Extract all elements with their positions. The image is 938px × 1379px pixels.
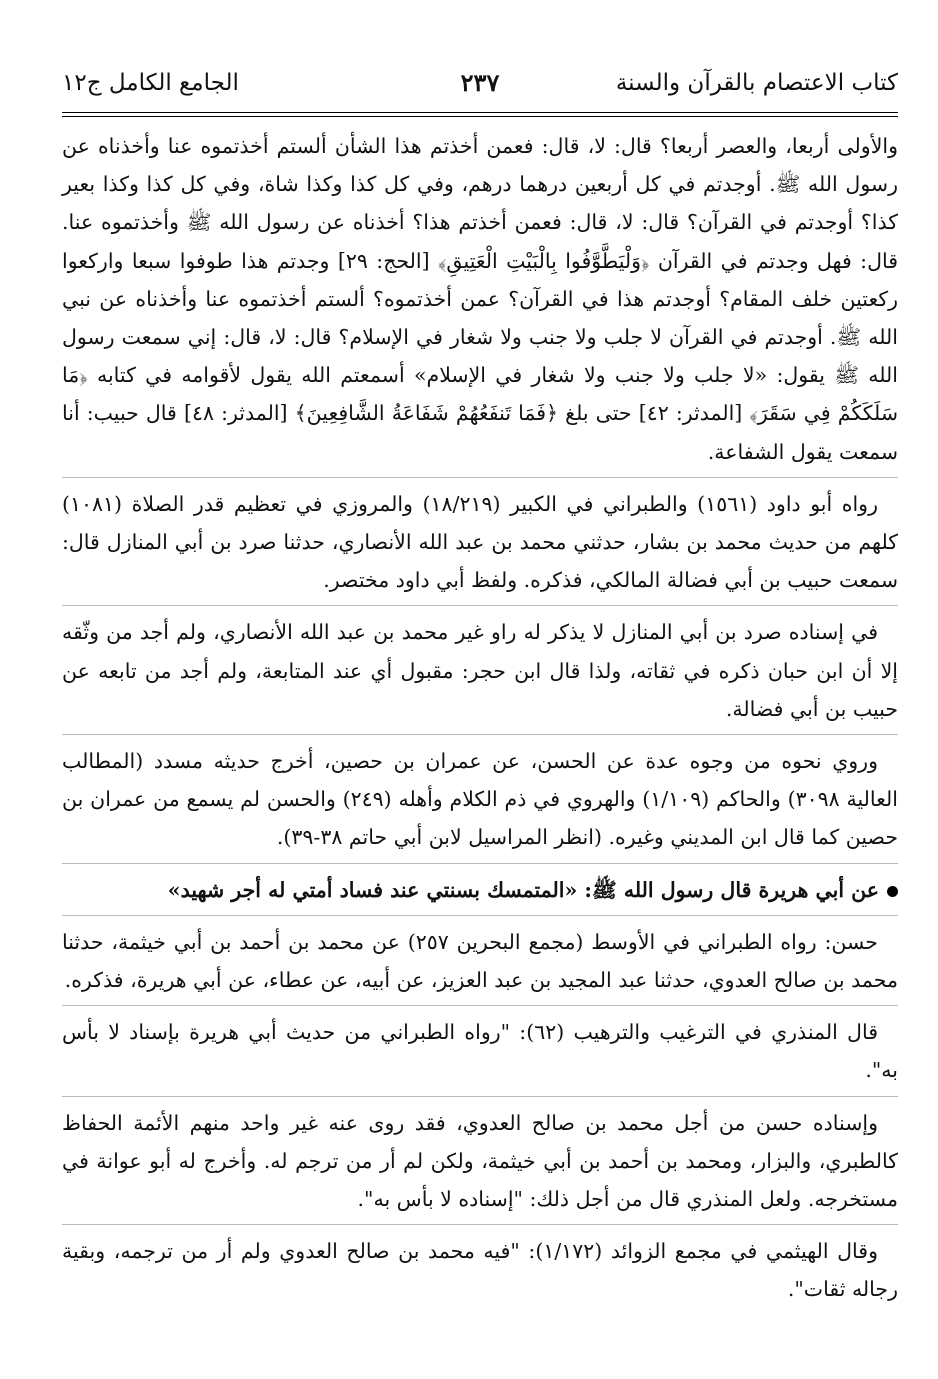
page-header	[62, 66, 898, 110]
isnad-note-paragraph: في إسناده صرد بن أبي المنازل لا يذكر له راو غير محمد بن عبد الله الأنصاري، ولم أجد من وثّقه إلا أن ابن حبان ذكره في ثقاته، ولذا قال ابن حجر: مقبول أي عند المتابعة، ولم أجد من تابعه عن حبيب بن أبي فضالة.	[62, 620, 898, 721]
book-page	[62, 66, 898, 1359]
paragraph-divider	[62, 1096, 898, 1097]
paragraph-divider	[62, 863, 898, 864]
bullet-icon	[887, 886, 898, 897]
paragraph-divider	[62, 477, 898, 478]
takhrij-paragraph: رواه أبو داود (١٥٦١) والطبراني في الكبير (١٨/٢١٩) والمروزي في تعظيم قدر الصلاة (١٠٨١) كلهم من حديث محمد بن بشار، حدثني محمد بن عبد الله الأنصاري، حدثنا صرد بن أبي المنازل قال: سمعت حبيب بن أبي فضالة المالكي، فذكره. ولفظ أبي داود مختصر.	[62, 491, 898, 593]
hadith-text: عن أبي هريرة قال رسول الله ﷺ: «المتمسك بسنتي عند فساد أمتي له أجر شهيد»	[167, 877, 879, 902]
grading-paragraph: حسن: رواه الطبراني في الأوسط (مجمع البحرين ٢٥٧) عن محمد بن أحمد بن أبي خيثمة، حدثنا محمد بن صالح العدوي، حدثنا عبد المجيد بن عبد العزيز، عن أبيه، عن عطاء، عن أبي هريرة، فذكره.	[62, 929, 898, 993]
header-rule	[62, 112, 898, 117]
paragraph-divider	[62, 915, 898, 916]
narration-paragraph: والأولى أربعا، والعصر أربعا؟ قال: لا، قال: فعمن أخذتم هذا الشأن ألستم أخذتموه عنا وأخذناه عن رسول الله ﷺ. أوجدتم في كل أربعين درهما درهم، وفي كل كذا وكذا شاة، وفي كل كذا وكذا بعير كذا؟ أوجدتم في القرآن؟ قال: لا، قال: فعمن أخذتم هذا؟ أخذناه عن رسول الله ﷺ وأخذتموه عنا. قال: فهل وجدتم في القرآن ﴿وَلْيَطَّوَّفُوا بِالْبَيْتِ الْعَتِيقِ﴾ [الحج: ٢٩] وجدتم هذا طوفوا سبعا واركعوا ركعتين خلف المقام؟ أوجدتم هذا في القرآن؟ عمن أخذتموه؟ ألستم أخذتموه عنا وأخذناه عن نبي الله ﷺ. أوجدتم في القرآن لا جلب ولا جنب ولا شغار في الإسلام؟ قال: لا، قال: إني سمعت رسول الله ﷺ يقول: «لا جلب ولا جنب ولا شغار في الإسلام» أسمعتم الله يقول لأقوامه في كتابه ﴿مَا سَلَكَكُمْ فِي سَقَرَ﴾ [المدثر: ٤٢] حتى بلغ ﴿فَمَا تَنفَعُهُمْ شَفَاعَةُ الشَّافِعِينَ﴾ [المدثر: ٤٨] قال حبيب: أنا سمعت يقول الشفاعة.	[62, 134, 899, 464]
page-body	[62, 127, 898, 1309]
paragraph-divider	[62, 605, 898, 606]
running-title-right: كتاب الاعتصام بالقرآن والسنة	[615, 70, 898, 96]
paragraph-divider	[62, 1224, 898, 1225]
mundhiri-paragraph: قال المنذري في الترغيب والترهيب (٦٢): "رواه الطبراني من حديث أبي هريرة بإسناد لا بأس به".	[62, 1020, 898, 1083]
page-number: ٢٣٧	[460, 68, 500, 97]
running-title-left: الجامع الكامل ج١٢	[62, 70, 239, 96]
paragraph-divider	[62, 734, 898, 735]
other-routes-paragraph: وروي نحوه من وجوه عدة عن الحسن، عن عمران بن حصين، أخرج حديثه مسدد (المطالب العالية ٣٠٩٨) والحاكم (١/١٠٩) والهروي في ذم الكلام وأهله (٢٤٩) والحسن لم يسمع من عمران بن حصين كما قال ابن المديني وغيره. (انظر المراسيل لابن أبي حاتم ٣٨-٣٩).	[62, 749, 898, 850]
hadith-heading	[62, 871, 898, 909]
haythami-paragraph: وقال الهيثمي في مجمع الزوائد (١/١٧٢): "فيه محمد بن صالح العدوي ولم أر من ترجمه، وبقية رجاله ثقات".	[62, 1239, 898, 1302]
paragraph-divider	[62, 1005, 898, 1006]
isnad-hasan-paragraph: وإسناده حسن من أجل محمد بن صالح العدوي، فقد روى عنه غير واحد منهم الأئمة الحفاظ كالطبري، والبزار، ومحمد بن أحمد بن أبي خيثمة، ولكن لم أر من ترجم له. وأخرج له أبو عوانة في مستخرجه. ولعل المنذري قال من أجل ذلك: "إسناده لا بأس به".	[62, 1110, 898, 1212]
